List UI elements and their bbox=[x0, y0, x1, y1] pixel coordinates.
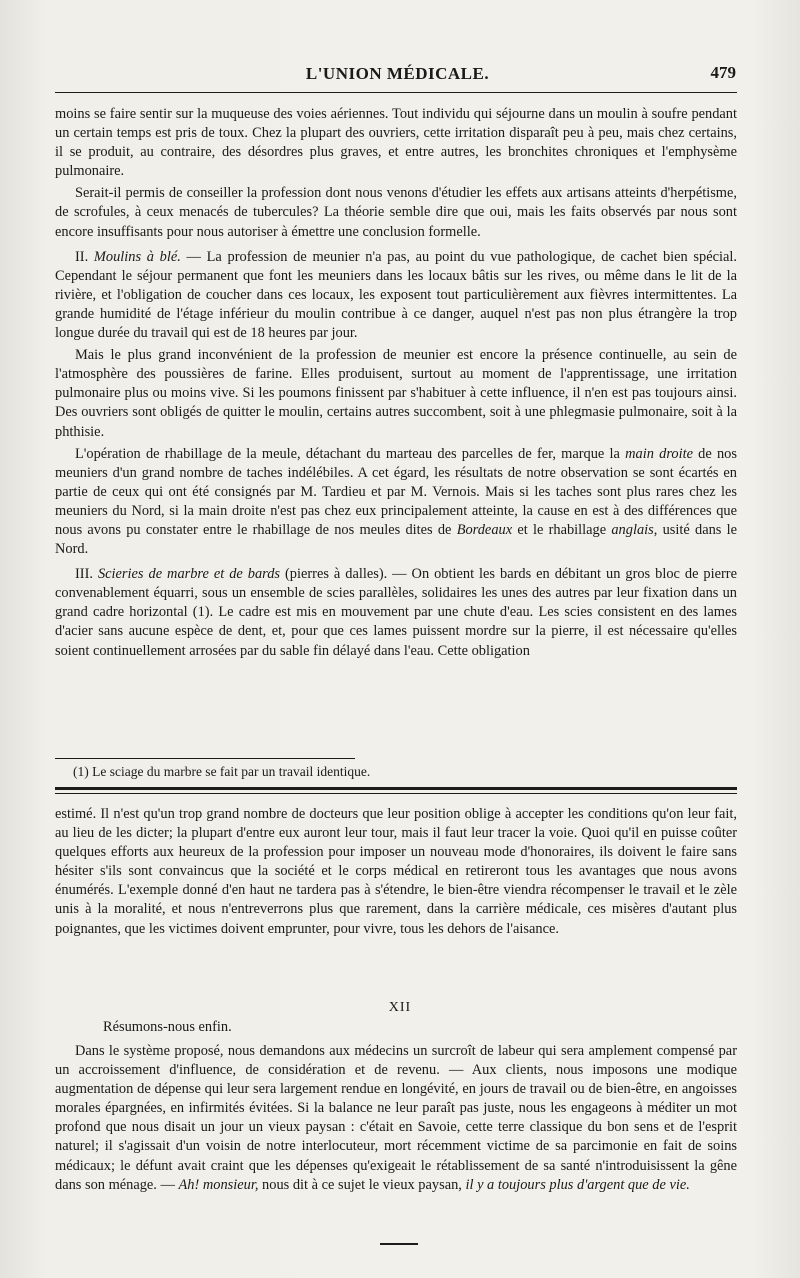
section-paragraph bbox=[55, 565, 737, 660]
italic-run: Ah! monsieur, bbox=[178, 1176, 259, 1193]
journal-title: L'UNION MÉDICALE. bbox=[305, 64, 490, 83]
text-run: , usité dans le Nord. bbox=[55, 521, 737, 558]
italic-run: il y a toujours plus d'argent que de vie. bbox=[465, 1176, 690, 1193]
paragraph: estimé. Il n'est qu'un trop grand nombre de docteurs que leur position oblige à accepter les conditions qu'on leur fait, au lieu de les dicter; la plupart d'entre eux auront leur tour, mais il faut leur tracer la voie. Quoi qu'il en puisse coûter quelques efforts aux heureux de la profession pour imposer un nouveau mode d'honoraires, ils doivent le faire sans hésiter s'ils sont convaincus que la société et le corps médical en retireront tous les avantages que nous avons énumérés. L'exemple donné d'en haut ne tardera pas à s'étendre, le bien-être viendra récompenser le travail et le zèle unis à la moralité, et nous n'entreverrons plus que rarement, dans la carrière médicale, ces misères d'autant plus poignantes, que les victimes doivent emprunter, pour vivre, tous les dehors de l'aisance. bbox=[55, 806, 737, 937]
text-run: Dans le système proposé, nous demandons aux médecins un surcroît de labeur qui sera amplement compensé par un accroissement d'influence, de considération et de revenu. — Aux clients, nous imposons une modique augmentation de dépense qui leur sera largement rendue en longévité, en jours de travail ou de bien-être, en angoisses morales épargnées, en infirmités évitées. Si la balance ne leur paraît pas juste, nous les engageons à méditer un mot profond que nous disait un jour un vieux paysan : c'était en Savoie, cette terre classique du bon sens et de l'esprit naturel; il s'agissait d'un voisin de notre interlocuteur, mort récemment victime de sa parcimonie en fait de soins médicaux; le défunt avait craint que les dépenses qu'exigeait le rétablissement de sa santé n'introduisissent la gêne dans son ménage. — bbox=[55, 1043, 737, 1193]
section-title: Scieries de marbre et de bards bbox=[97, 566, 281, 583]
page-number: 479 bbox=[710, 63, 736, 82]
paragraph: moins se faire sentir sur la muqueuse des voies aériennes. Tout individu qui séjourne dans un moulin à soufre pendant un certain temps est pris de toux. Chez la plupart des ouvriers, cette irritation disparaît peu à peu, mais chez certains, il se produit, au contraire, des désordres plus graves, et entre autres, les bronchites chroniques et l'emphysème pulmonaire. bbox=[55, 106, 737, 180]
header-rule bbox=[55, 92, 737, 93]
paragraph: Serait-il permis de conseiller la profession dont nous venons d'étudier les effets aux artisans atteints d'herpétisme, de scrofules, à ceux menacés de tubercules? La théorie semble dire que oui, mais les faits observés par nous sont encore insuffisants pour nous autoriser à émettre une conclusion formelle. bbox=[55, 185, 737, 240]
section-lead: Résumons-nous enfin. bbox=[103, 1019, 232, 1035]
text-run: L'opération de rhabillage de la meule, détachant du marteau des parcelles de fer, marque la bbox=[75, 445, 626, 462]
lower-article bbox=[55, 805, 737, 939]
text-run: nous dit à ce sujet le vieux paysan, bbox=[258, 1176, 466, 1193]
italic-run: anglais bbox=[611, 521, 654, 538]
footnote-rule bbox=[55, 758, 355, 759]
paragraph bbox=[55, 445, 737, 560]
end-rule bbox=[380, 1243, 418, 1245]
footnote bbox=[55, 763, 737, 781]
text-run: et le rhabillage bbox=[512, 521, 612, 538]
section-text: — La profession de meunier n'a pas, au point du vue pathologique, de cachet bien spécial. Cependant le séjour permanent que font les meuniers dans les locaux bâtis sur les rives, ou même dans le lit de la rivière, et l'obligation de coucher dans ces locaux, les exposent tout particulièrement aux fièvres intermittentes. La grande humidité de l'étage inférieur du moulin contribue à ce danger, auquel n'est pas non plus étrangère la trop longue durée du travail qui est de 18 heures par jour. bbox=[55, 248, 737, 342]
paragraph bbox=[55, 1042, 737, 1195]
text-run: de nos meuniers d'un grand nombre de taches indélébiles. A cet égard, les résultats de notre observation se sont écartés en partie de ceux qui ont été consignés par M. Tardieu et par M. Vernois. Mais si les taches sont plus rares chez les meuniers du Nord, si la main droite n'est pas chez eux principalement atteinte, la cause en est à des différences que nous avons pu constater entre le rhabillage de nos meules dites de bbox=[55, 445, 737, 538]
section-paragraph bbox=[55, 248, 737, 343]
section-number: II. bbox=[75, 248, 89, 265]
upper-article bbox=[55, 105, 737, 661]
section-numeral: XII bbox=[388, 1000, 412, 1015]
lower-article-continued bbox=[55, 1042, 737, 1195]
running-header bbox=[55, 58, 740, 88]
section-title: Moulins à blé. bbox=[93, 248, 181, 265]
section-number: III. bbox=[75, 566, 93, 583]
divider-rule bbox=[55, 787, 737, 790]
paragraph: Mais le plus grand inconvénient de la profession de meunier est encore la présence continuelle, au sein de l'atmosphère des poussières de farine. Elles produisent, surtout au moment de l'apprentissage, une irritation pulmonaire plus ou moins vive. Si les poumons finissent par s'habituer à cette influence, il n'en est pas toujours ainsi. Des ouvriers sont obligés de quitter le moulin, certains autres succombent, soit à une phlegmasie pulmonaire, soit à la phthisie. bbox=[55, 347, 737, 440]
section-text: (pierres à dalles). — On obtient les bards en débitant un gros bloc de pierre convenablement équarri, sous un ensemble de scies parallèles, solidaires les unes des autres par leur fixation dans un grand cadre horizontal (1). Le cadre est mis en mouvement par une chute d'eau. Les scies consistent en des lames d'acier sans aucune espèce de dent, et, pour que ces lames puissent mordre sur la pierre, il est nécessaire qu'elles soient continuellement arrosées par du sable fin délayé dans l'eau. Cette obligation bbox=[55, 566, 737, 659]
italic-run: main droite bbox=[625, 445, 693, 462]
footnote-text: (1) Le sciage du marbre se fait par un travail identique. bbox=[73, 764, 371, 779]
italic-run: Bordeaux bbox=[456, 521, 513, 538]
divider-rule bbox=[55, 793, 737, 794]
